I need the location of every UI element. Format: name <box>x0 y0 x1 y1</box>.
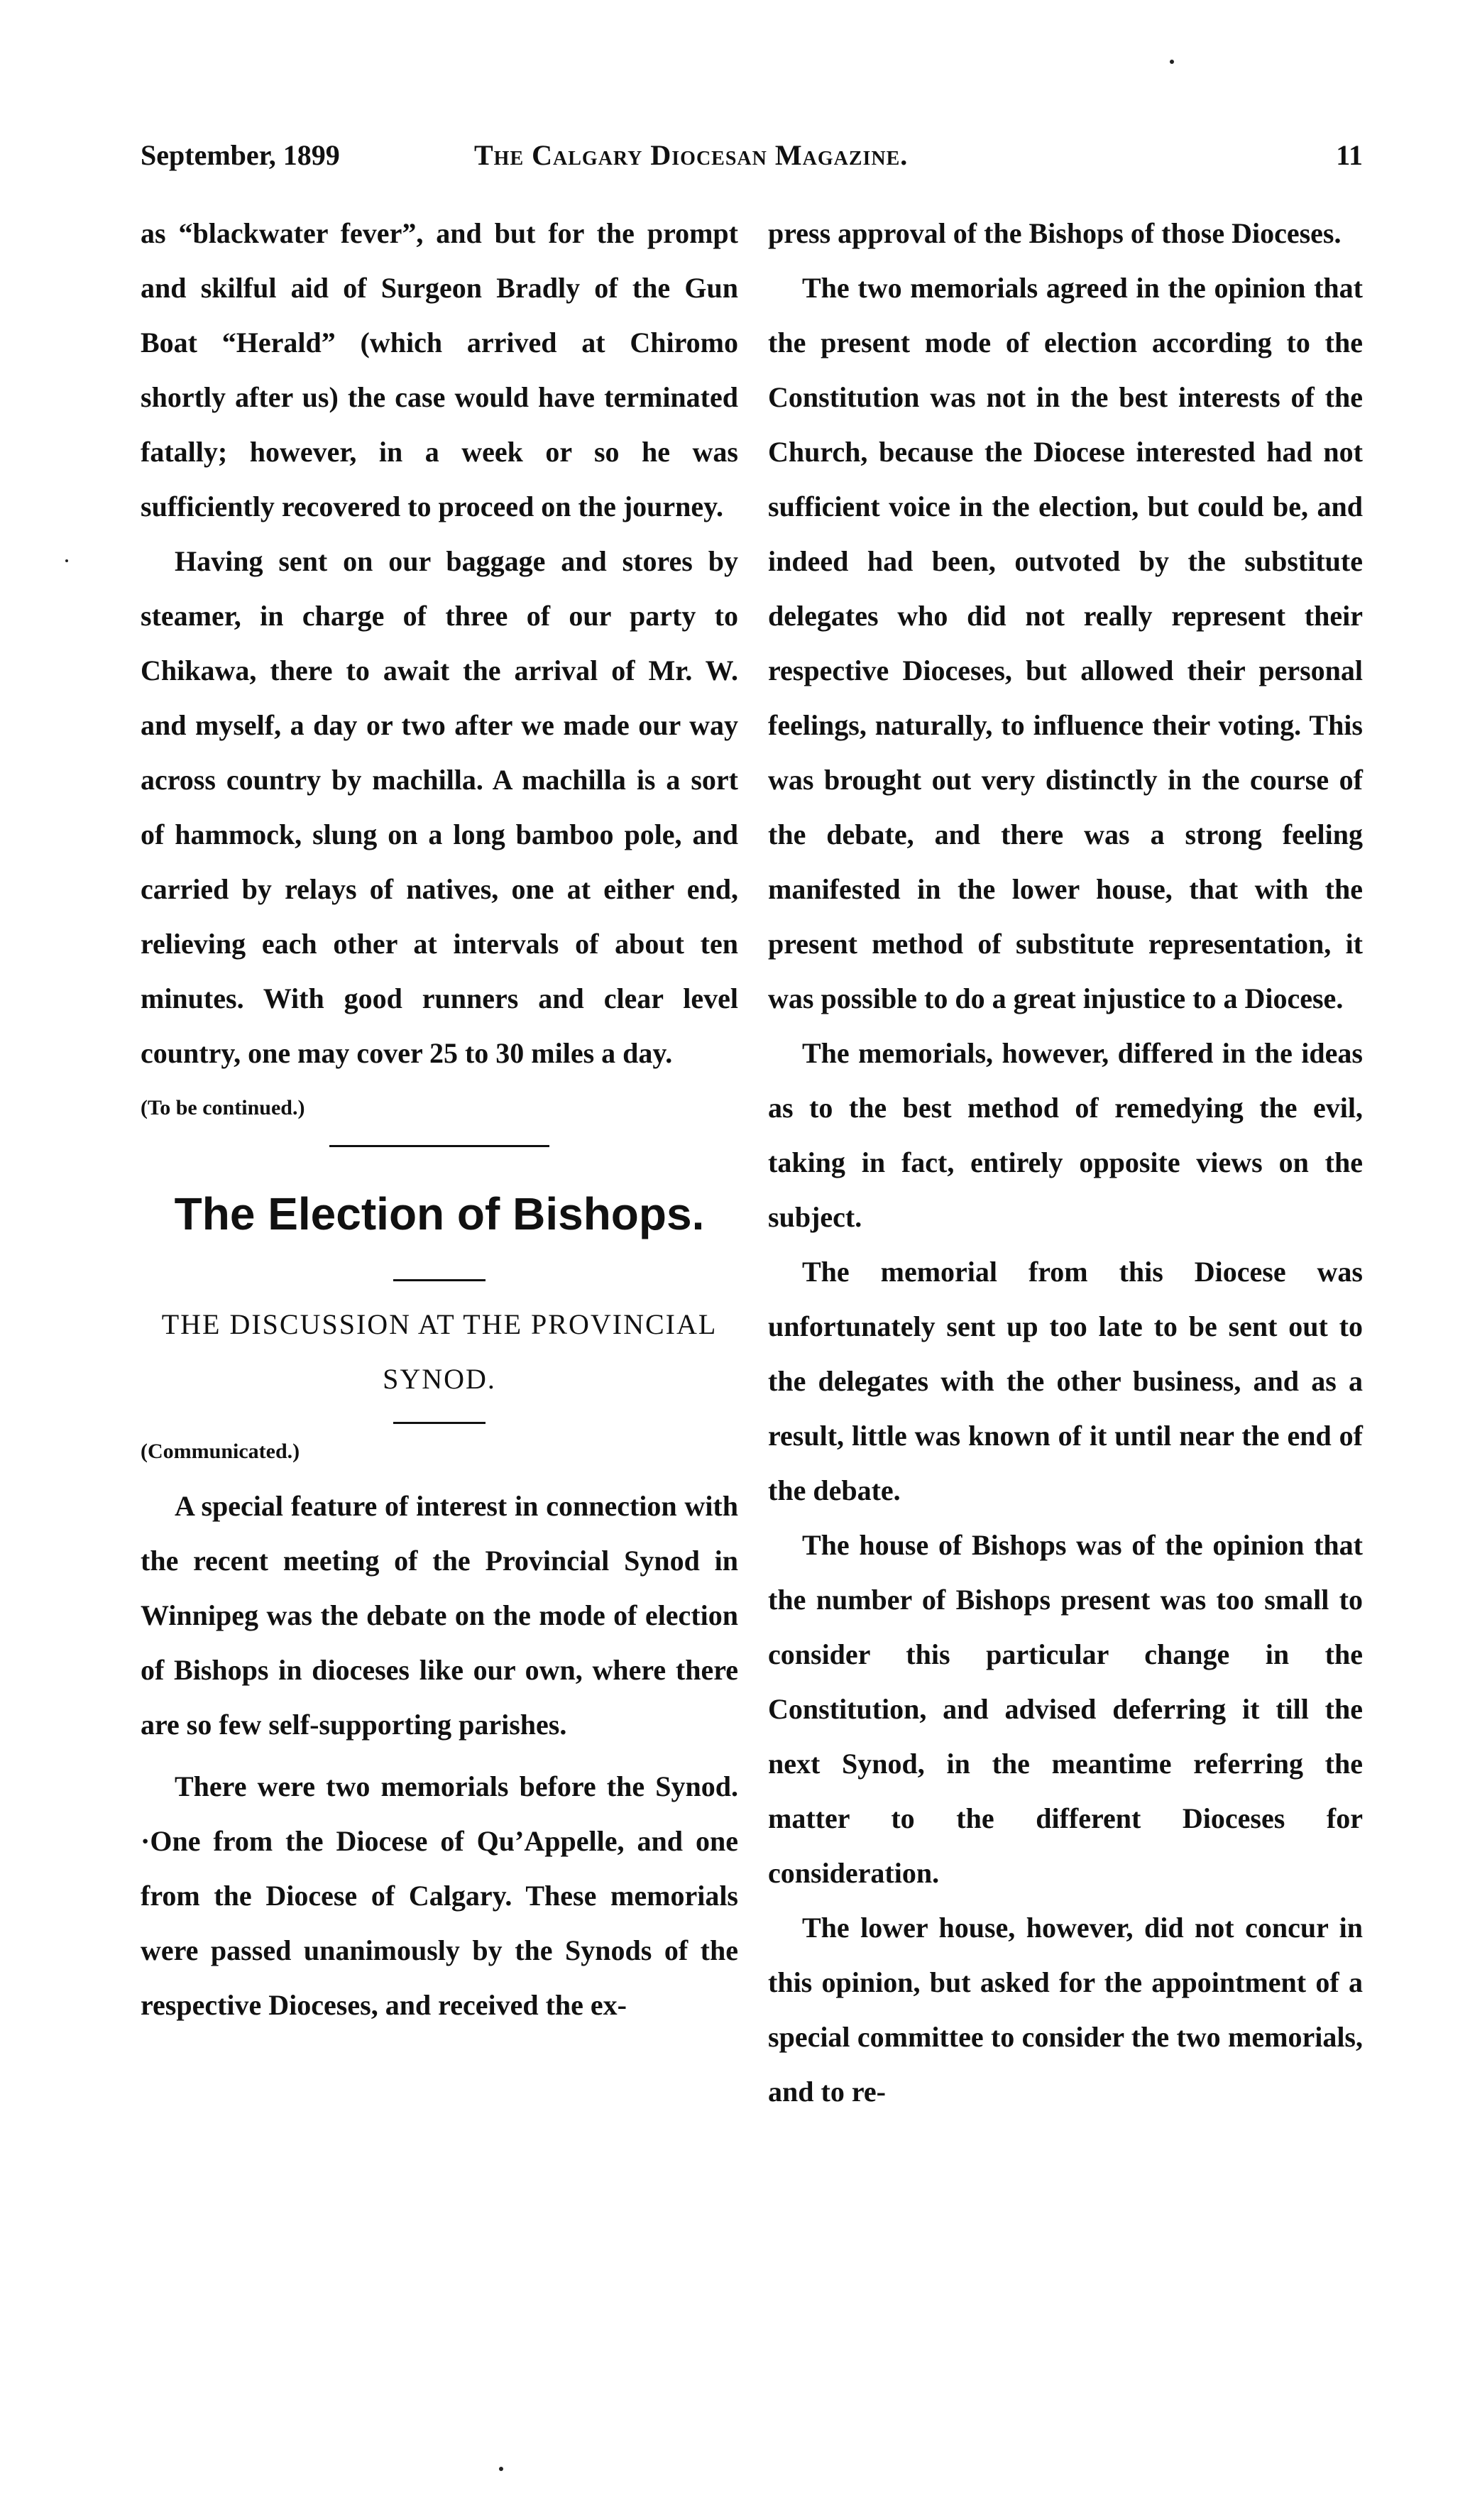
issue-date: September, 1899 <box>141 139 340 171</box>
to-be-continued-note: (To be continued.) <box>141 1096 305 1119</box>
paragraph-house-of-bishops: The house of Bishops was of the opinion that the number of Bishops present was too small to consider this particular change in the Constitution, and advised deferring it till the next Synod, in the meantime referring the matter to the different Dioceses for consideration. <box>768 1529 1363 1889</box>
headline-divider <box>393 1279 486 1281</box>
print-speck <box>65 559 68 562</box>
section-divider <box>329 1145 549 1147</box>
right-column <box>768 206 1363 2119</box>
paragraph-memorials-differed: The memorials, however, differed in the ideas as to the best method of remedying the evil, taking in fact, entirely opposite views on the subject. <box>768 1037 1363 1233</box>
magazine-title: The Calgary Diocesan Magazine. <box>474 139 909 171</box>
paragraph-machilla: Having sent on our baggage and stores by steamer, in charge of three of our party to Chikawa, there to await the arrival of Mr. W. and myself, a day or two after we made our way across country by machilla. A machilla is a sort of hammock, slung on a long bamboo pole, and carried by relays of natives, one at either end, relieving each other at intervals of about ten minutes. With good runners and clear level country, one may cover 25 to 30 miles a day. <box>141 545 738 1069</box>
left-column <box>141 206 738 2032</box>
article-headline: The Election of Bishops. <box>174 1188 705 1239</box>
paragraph-express-approval: press approval of the Bishops of those Dioceses. <box>768 217 1342 249</box>
paragraph-memorials-agreed: The two memorials agreed in the opinion that the present mode of election according to the Constitution was not in the best interests of the Church, because the Diocese interested had not sufficient voice in the election, but could be, and indeed had been, outvoted by the substitute delegates who did not really represent their respective Dioceses, but allowed their personal feelings, naturally, to influence their voting. This was brought out very distinctly in the course of the debate, and there was a strong feeling manifested in the lower house, that with the present method of substitute representation, it was possible to do a great injustice to a Diocese. <box>768 272 1363 1014</box>
paragraph-lower-house: The lower house, however, did not concur in this opinion, but asked for the appointment of a special committee to consider the two memorials, and to re- <box>768 1912 1363 2108</box>
article-subheading: THE DISCUSSION AT THE PROVINCIAL SYNOD. <box>161 1308 718 1395</box>
print-speck <box>1170 60 1174 64</box>
paragraph-two-memorials: There were two memorials before the Synod. ·One from the Diocese of Qu’Appelle, and one from the Diocese of Calgary. These memorials were passed unanimously by the Synods of the respective Dioceses, and received the ex- <box>141 1770 738 2021</box>
paragraph-special-feature: A special feature of interest in connection with the recent meeting of the Provincial Synod in Winnipeg was the debate on the mode of election of Bishops in dioceses like our own, where there are so few self-supporting parishes. <box>141 1490 738 1741</box>
paragraph-memorial-late: The memorial from this Diocese was unfortunately sent up too late to be sent out to the delegates with the other business, and as a result, little was known of it until near the end of the debate. <box>768 1256 1363 1506</box>
page-number: 11 <box>1336 139 1363 171</box>
print-speck <box>499 2467 503 2471</box>
communicated-note: (Communicated.) <box>141 1440 300 1463</box>
paragraph-blackwater-fever: as “blackwater fever”, and but for the prompt and skilful aid of Surgeon Bradly of the Gun Boat “Herald” (which arrived at Chiromo shortly after us) the case would have terminated fatally; however, in a week or so he was sufficiently recovered to proceed on the journey. <box>141 217 738 522</box>
page-header <box>141 138 1363 181</box>
